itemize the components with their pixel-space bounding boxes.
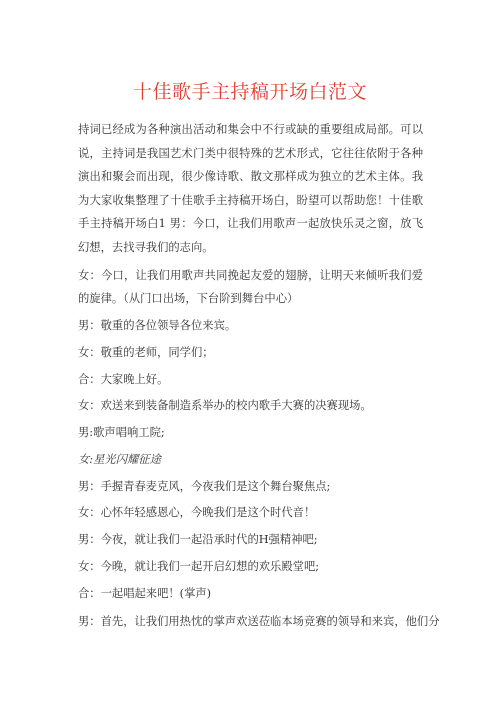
paragraph: 男：首先，让我们用热忱的掌声欢送莅临本场竞赛的领导和来宾，他们分 bbox=[78, 615, 440, 629]
paragraph: 男：敬重的各位领导各位来宾。 bbox=[78, 318, 237, 332]
paragraph: 女：心怀年轻感恩心，今晚我们是这个时代音！ bbox=[78, 506, 316, 520]
paragraph: 女:星光闪耀征途 bbox=[78, 452, 161, 466]
paragraph: 男：手握青春麦克风，今夜我们是这个舞台聚焦点; bbox=[78, 479, 331, 493]
intro-paragraph: 持词已经成为各种演出活动和集会中不行或缺的重要组成局部。可以说，主持词是我国艺术门类中很特殊的艺术形式，它往往依附于各种演出和聚会而出现，很少像诗歌、散文那样成为独立的艺术主体。我为大家收集整理了十佳歌手主持稿开场白，盼望可以帮助您！十佳歌手主持稿开场白1 男：今口，让我们用歌声一起放快乐灵之窗，放飞幻想，去找寻我们的志向。 bbox=[78, 123, 423, 254]
paragraph: 女：欢送来到装备制造系举办的校内歌手大赛的决赛现场。 bbox=[78, 399, 372, 413]
paragraph: 女：今口，让我们用歌声共同挽起友爱的翅膀，让明天来倾听我们爱的旋律。（从门口出场，下台阶到舞台中心） bbox=[78, 268, 423, 306]
paragraph: 男:歌声唱响工院; bbox=[78, 426, 165, 440]
paragraph: 女：今晚，就让我们一起开启幻想的欢乐殿堂吧; bbox=[78, 559, 320, 573]
paragraph: 合：一起唱起来吧！(掌声) bbox=[78, 586, 212, 600]
document-body bbox=[78, 118, 440, 634]
document-title: 十佳歌手主持稿开场白范文 bbox=[132, 81, 367, 103]
paragraph: 合：大家晚上好。 bbox=[78, 372, 169, 386]
paragraph: 女：敬重的老师，同学们； bbox=[78, 345, 214, 359]
paragraph: 男：今夜，就让我们一起沿承时代的H强精神吧; bbox=[78, 533, 318, 547]
